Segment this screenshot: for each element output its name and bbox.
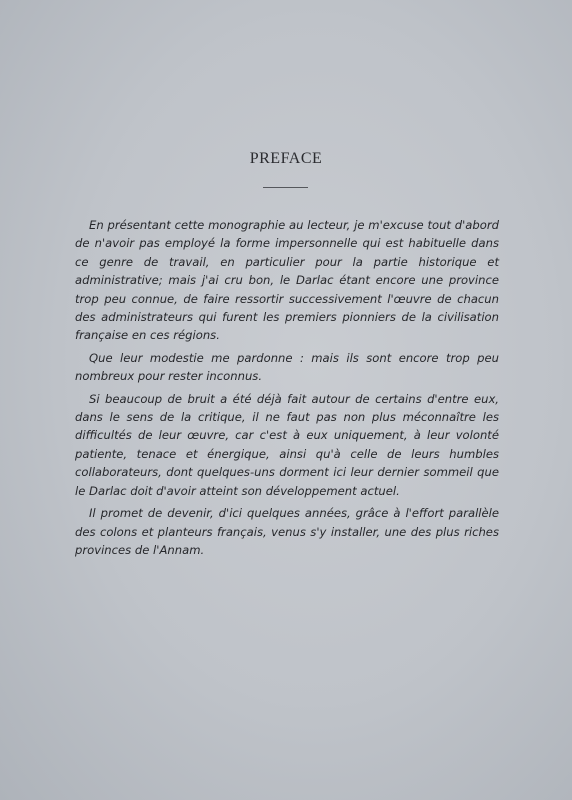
paragraph-2: Que leur modestie me pardonne : mais ils sont encore trop peu nombreux pour rester inconnus. — [75, 350, 499, 384]
page-title: PREFACE — [249, 150, 323, 167]
preface-body — [75, 216, 499, 563]
paragraph-1: En présentant cette monographie au lecteur, je m'excuse tout d'abord de n'avoir pas employé la forme impersonnelle qui est habituelle dans ce genre de travail, en particulier pour la partie historique et administrative; mais j'ai cru bon, le Darlac étant encore une province trop peu connue, de faire ressortir successivement l'œuvre de chacun des administrateurs qui furent les premiers pionniers de la civilisation française en ces régions. — [75, 218, 499, 343]
title-divider — [263, 187, 308, 188]
paragraph-3: Si beaucoup de bruit a été déjà fait autour de certains d'entre eux, dans le sens de la critique, il ne faut pas non plus méconnaître les difficultés de leur œuvre, car c'est à eux uniquement, à leur volonté patiente, tenace et énergique, ainsi qu'à celle de leurs humbles collaborateurs, dont quelques-uns dorment ici leur dernier sommeil que le Darlac doit d'avoir atteint son développement actuel. — [75, 391, 499, 498]
paragraph-4: Il promet de devenir, d'ici quelques années, grâce à l'effort parallèle des colons et planteurs français, venus s'y installer, une des plus riches provinces de l'Annam. — [75, 506, 499, 557]
